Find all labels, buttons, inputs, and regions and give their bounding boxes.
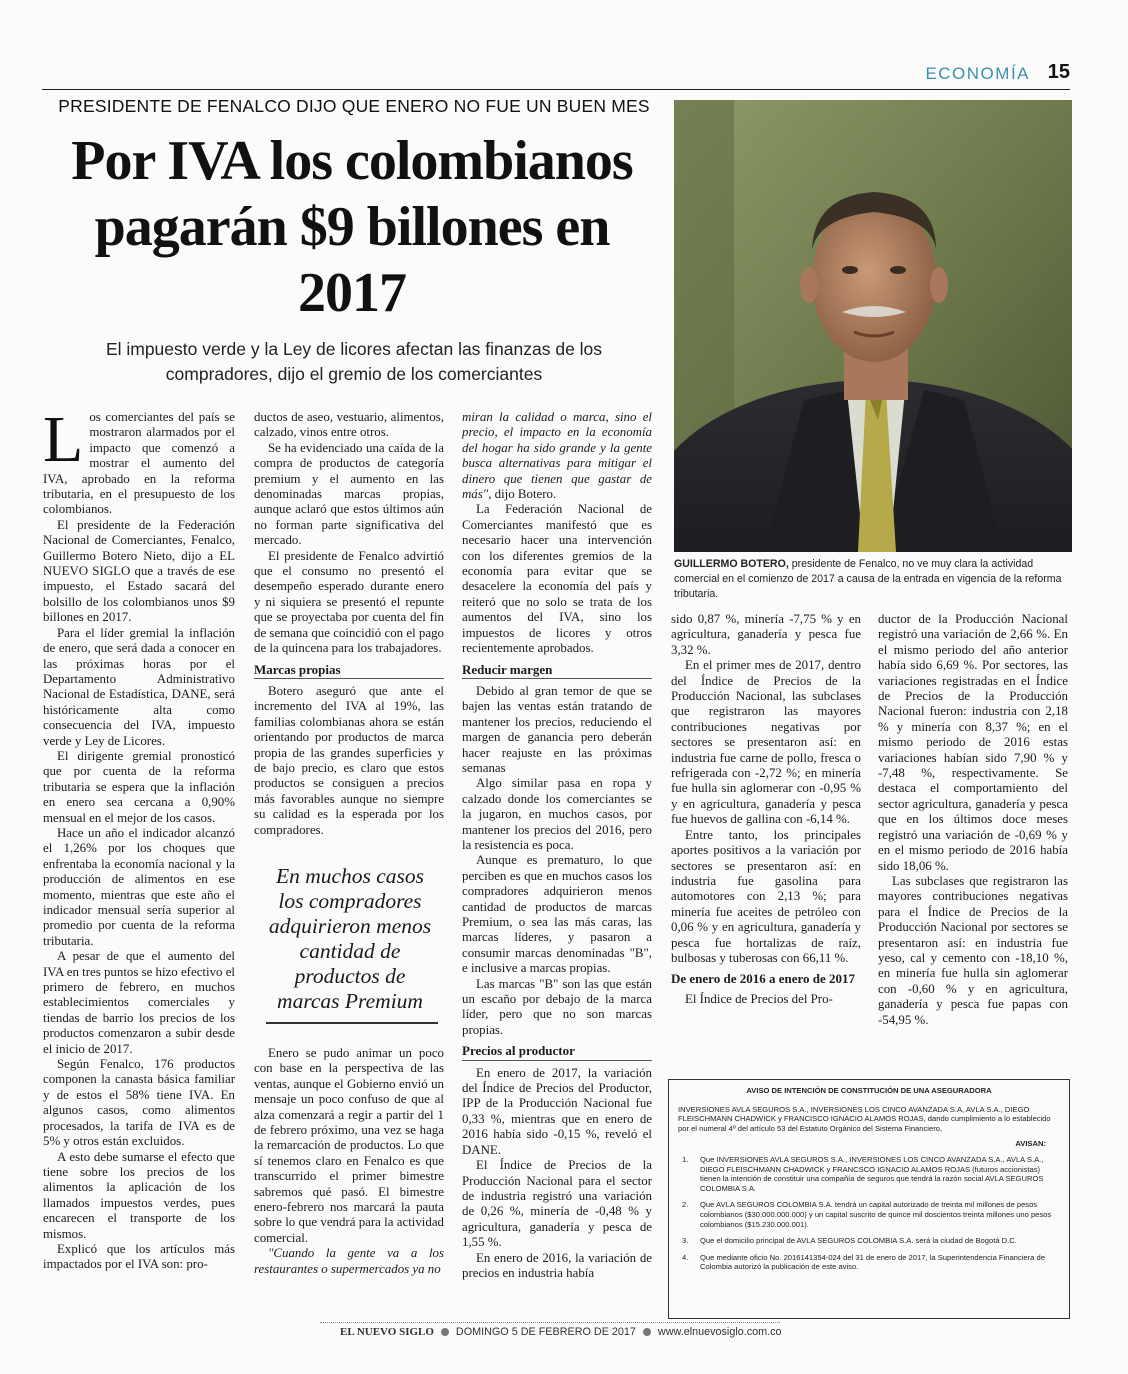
article-column-4 <box>671 612 861 1007</box>
guillermo-botero-photo <box>674 100 1072 552</box>
legal-notice-box <box>668 1079 1070 1319</box>
page-number: 15 <box>1047 61 1070 83</box>
article-paragraph: "Cuando la gente va a los restaurantes o supermercados ya no <box>254 1246 444 1276</box>
notice-avisan: AVISAN: <box>1015 1139 1046 1149</box>
article-paragraph: A esto debe sumarse el efecto que tiene sobre los precios de los alimentos la aplicación de los llamados impuestos verdes, pues encarecen el transporte de los mismos. <box>43 1149 235 1241</box>
subhead-reducir-margen: Reducir margen <box>462 662 652 679</box>
dropcap: L <box>43 403 84 476</box>
article-dek: El impuesto verde y la Ley de licores afectan las finanzas de los compradores, dijo el gremio de los comerciantes <box>105 339 603 384</box>
footer-url: www.elnuevosiglo.com.co <box>657 1326 782 1338</box>
article-paragraph: En enero de 2017, la variación del Índice de Precios del Productor, IPP de la Producción Nacional fue 0,33 %, mientras que en enero de 2016 había sido -0,15 %, reveló el DANE. <box>462 1065 652 1157</box>
footer-rule <box>320 1322 780 1323</box>
section-header <box>42 62 1070 90</box>
article-column-5 <box>878 612 1068 1028</box>
article-column-2 <box>254 410 444 838</box>
notice-item: 1. Que INVERSIONES AVLA SEGUROS S.A., INVERSIONES LOS CINCO AVANZADA S.A., AVLA S.A., DIEGO FLEISCHMANN CHADWICK y FRANCSCO IGNACIO ALAMOS ROJAS (futuros accionistas) tienen la intención de constituir una compañía de seguros que tendrá la razón social AVLA SEGUROS COLOMBIA S.A. <box>682 1154 1044 1193</box>
notice-item: 3. Que el domicilio principal de AVLA SEGUROS COLOMBIA S.A. será la ciudad de Bogotá D.C. <box>682 1236 1017 1246</box>
subhead-precios-productor: Precios al productor <box>462 1043 652 1060</box>
article-column-1 <box>43 403 235 1273</box>
article-paragraph: Aunque es prematuro, lo que perciben es que en muchos casos los compradores adquirieron menos cantidad de productos de marcas Premium, o sea las más caras, las marcas líderes, y pasaron a consumir marcas denominadas "B", e inclusive a marcas propias. <box>462 853 652 976</box>
page-footer <box>340 1326 782 1338</box>
article-paragraph: El presidente de Fenalco advirtió que el consumo no presentó el desempeño esperado durante enero y ni siquiera se presentó el repunte que se proyectaba por cuenta del fin de semana que coincidió con el pago de la quincena para los trabajadores. <box>254 548 444 656</box>
notice-title: AVISO DE INTENCIÓN DE CONSTITUCIÓN DE UNA ASEGURADORA <box>746 1086 992 1095</box>
article-paragraph: A pesar de que el aumento del IVA en tres puntos se hizo efectivo el primero de febrero, en muchos establecimientos comerciales y tiendas de barrio los precios de los productos comenzaron a subir desde el inicio de 2017. <box>43 949 235 1056</box>
notice-item: 4. Que mediante oficio No. 2016141354-024 del 31 de enero de 2017, la Superintendencia Financiera de Colombia autorizó la publicación de este aviso. <box>682 1252 1045 1272</box>
article-column-2-bottom <box>254 1046 444 1277</box>
article-paragraph: miran la calidad o marca, sino el precio, el impacto en la economía del hogar ha sido grande y la gente busca alternativas para mitigar el dinero que tienen que gastar de más", dijo Botero. <box>462 410 652 502</box>
article-paragraph: Explicó que los artículos más impactados por el IVA son: pro- <box>43 1241 235 1272</box>
caption-text: presidente de Fenalco, no ve muy clara la actividad comercial en el comienzo de 2017 a causa de la entrada en vigencia de la reforma tributaria. <box>674 558 1062 600</box>
pull-quote-rule <box>266 1022 438 1024</box>
article-kicker: PRESIDENTE DE FENALCO DIJO QUE ENERO NO FUE UN BUEN MES <box>58 96 650 116</box>
article-paragraph: Se ha evidenciado una caída de la compra de productos de categoría premium y el aumento en las denominadas marcas propias, aunque aclaró que estos últimos aún no forman parte significativa del mercado. <box>254 440 444 548</box>
article-paragraph: Algo similar pasa en ropa y calzado donde los comerciantes se la jugaron, en muchos casos, por mantener los precios del 2016, pero la resistencia es poca. <box>462 776 652 852</box>
pull-quote: En muchos casos los compradores adquirieron menos cantidad de productos de marcas Premium <box>268 864 432 1013</box>
article-paragraph: Entre tanto, los principales aportes positivos a la variación por sectores se presentaron así: en industria fue gasolina para automotores con 2,13 %; para minería fue aceites de petróleo con 0,06 % y en agricultura, ganadería y pesca fue hortalizas de raíz, bulbosas y tuberosas con 66,11 %. <box>671 827 861 965</box>
article-paragraph: Hace un año el indicador alcanzó el 1,26% por los choques que enfrentaba la economía nacional y la producción de alimentos en ese momento, mientras que este año el indicador mensual sería superior al promedio por cuenta de la reforma tributaria. <box>43 825 235 948</box>
article-paragraph: En el primer mes de 2017, dentro del Índice de Precios de la Producción Nacional, las subclases que registraron las mayores contribuciones negativas por sectores se presentaron así: en industria fue carne de pollo, fresca o refrigerada con -2,72 %; en minería fue hulla sin aglomerar con -0,95 % y en agricultura, ganadería y pesca fue huevos de gallina con -6,14 %. <box>671 658 861 827</box>
article-paragraph: sido 0,87 %, minería -7,75 % y en agricultura, ganadería y pesca fue 3,32 %. <box>671 612 861 657</box>
article-paragraph: El presidente de la Federación Nacional de Comerciantes, Fenalco, Guillermo Botero Nieto, dijo a EL NUEVO SIGLO que a través de ese impuesto, el Estado sacará del bolsillo de los colombianos unos $9 billones en 2017. <box>43 517 235 625</box>
article-paragraph: En enero de 2016, la variación de precios en industria había <box>462 1250 652 1280</box>
article-paragraph: Según Fenalco, 176 productos componen la canasta básica familiar y de estos el 58% tiene IVA. En algunos casos, como alimentos procesados, la tarifa de IVA es de 5% y otros están excluidos. <box>43 1057 235 1149</box>
article-paragraph: Para el líder gremial la inflación de enero, que será dada a conocer en las próximas horas por el Departamento Administrativo Nacional de Estadística, DANE, será históricamente alta como consecuencia del IVA, impuesto verde y Ley de Licores. <box>43 625 235 748</box>
photo-caption <box>674 557 1072 602</box>
article-paragraph: ductos de aseo, vestuario, alimentos, calzado, vinos entre otros. <box>254 410 444 440</box>
article-paragraph: Los comerciantes del país se mostraron alarmados por el impacto que comenzó a mostrar el aumento del IVA, aprobado en la reforma tributaria, en el presupuesto de los colombianos. <box>43 403 235 517</box>
article-paragraph: La Federación Nacional de Comerciantes manifestó que es necesario hacer una intervención con los diferentes gremios de la economía para evitar que se desacelere la economía del país y reiteró que no solo se trata de los aumentos del IVA, sino los impuestos de licores y otros recientemente aprobados. <box>462 502 652 656</box>
article-paragraph: Debido al gran temor de que se bajen las ventas están tratando de mantener los precios, reduciendo el margen de ganancia pero deberán hacer reajuste en las próximas semanas <box>462 683 652 775</box>
article-paragraph: El dirigente gremial pronosticó que por cuenta de la reforma tributaria se espera que la inflación en enero sea cercana a 0,90% mensual en el mejor de los casos. <box>43 748 235 825</box>
article-paragraph: Las marcas "B" son las que están un escaño por debajo de la marca líder, pero que no son marcas propias. <box>462 976 652 1037</box>
bullet-dot-icon <box>643 1328 651 1336</box>
bullet-dot-icon <box>441 1328 449 1336</box>
article-column-3 <box>462 410 652 1281</box>
article-headline: Por IVA los colombianos pagarán $9 billones en 2017 <box>71 130 633 324</box>
article-paragraph: Enero se pudo animar un poco con base en la perspectiva de las ventas, aunque el Gobierno envió un mensaje un poco confuso de que al alza comenzará a regir a partir del 1 de febrero próximo, una vez se haga la remarcación de productos. Lo que sí tenemos claro en Fenalco es que transcurrido el primer bimestre sabremos qué pasó. El bimestre enero-febrero nos marcará la pauta sobre lo que vendrá para la actividad comercial. <box>254 1046 444 1245</box>
article-paragraph: El Índice de Precios de la Producción Nacional para el sector de industria registró una variación de 0,26 %, minería de -0,48 % y agricultura, ganadería y pesca de 1,55 %. <box>462 1158 652 1250</box>
article-paragraph: Las subclases que registraron las mayores contribuciones negativas para el Índice de Precios de la Producción Nacional por sectores se presentaron así: en industria fue yeso, cal y cemento con -18,10 %, en minería fue hulla sin aglomerar con -0,60 % y en agricultura, ganadería y pesca fue papas con -54,95 %. <box>878 873 1068 1027</box>
caption-name: GUILLERMO BOTERO, <box>674 558 789 570</box>
subhead-marcas-propias: Marcas propias <box>254 662 444 679</box>
notice-intro: INVERSIONES AVLA SEGUROS S.A., INVERSIONES LOS CINCO AVANZADA S.A, AVLA S.A., DIEGO FLEISCHMANN CHADWICK y FRANCISCO IGNACIO ALAMOS ROJAS, dando cumplimiento a lo establecido por el numeral 4º del artículo 53 del Estatuto Orgánico del Sistema Financiero, <box>678 1104 1051 1133</box>
notice-item: 2. Que AVLA SEGUROS COLOMBIA S.A. tendrá un capital autorizado de treinta mil millones de pesos colombianos ($30.000.000.000) y un capital suscrito de quince mil doscientos treinta millones uno pesos colombianos ($15.230.000.001). <box>682 1200 1052 1229</box>
article-paragraph: El Índice de Precios del Pro- <box>685 991 833 1006</box>
article-paragraph: Botero aseguró que ante el incremento del IVA al 19%, las familias colombianas ahora se están orientando por productos de marca propia de las grandes superficies y de bajo precio, es claro que estos productos se consiguen a precios más favorables aunque no siempre su calidad es la esperada por los compradores. <box>254 683 444 837</box>
footer-date: DOMINGO 5 DE FEBRERO DE 2017 <box>455 1326 636 1338</box>
footer-brand: EL NUEVO SIGLO <box>340 1326 434 1338</box>
subhead-enero-2016-2017: De enero de 2016 a enero de 2017 <box>671 971 856 987</box>
section-name: ECONOMÍA <box>925 64 1030 83</box>
article-paragraph: ductor de la Producción Nacional registró una variación de 2,66 %. En el mismo periodo del año anterior había sido 6,69 %. Por sectores, las variaciones registradas en el Índice de Precios de la Producción Nacional fueron: industria con 2,18 % y minería con 8,37 %; en el mismo periodo de 2016 estas variaciones habían sido 7,90 % y -7,48 %, respectivamente. Se destaca el comportamiento del sector agricultura, ganadería y pesca que en los últimos doce meses registró una variación de -0,69 % y en el mismo periodo de 2016 había sido 18,06 %. <box>878 612 1068 873</box>
